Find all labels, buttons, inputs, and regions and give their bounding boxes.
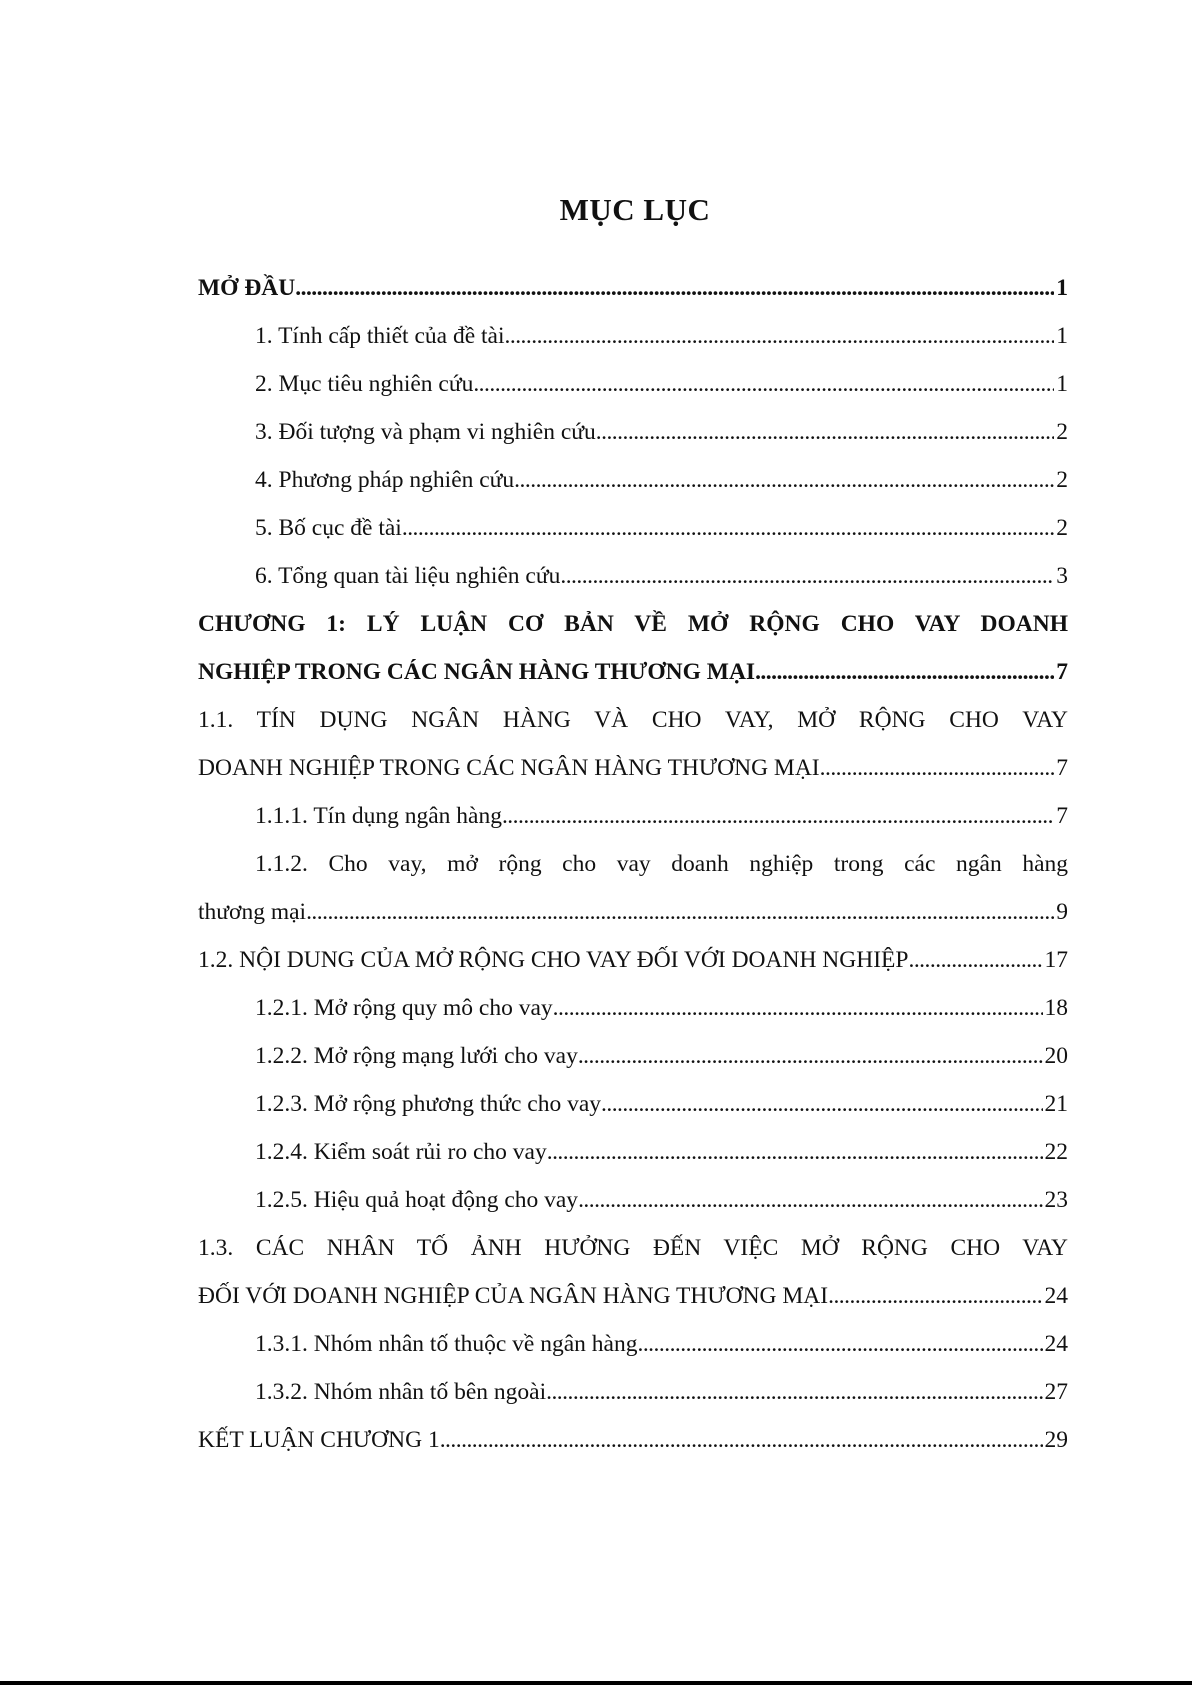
toc-page-number: 2 [1056, 419, 1068, 445]
toc-entry-label: 1.2.1. Mở rộng quy mô cho vay [255, 995, 553, 1021]
toc-page-number: 27 [1044, 1379, 1068, 1405]
toc-entry[interactable] [198, 648, 1068, 696]
toc-dot-leader [402, 504, 1054, 552]
toc-dot-leader [547, 1128, 1043, 1176]
toc-entry[interactable] [198, 792, 1068, 840]
toc-entry-label: KẾT LUẬN CHƯƠNG 1 [198, 1427, 440, 1453]
toc-entry[interactable] [198, 888, 1068, 936]
toc-entry-label: DOANH NGHIỆP TRONG CÁC NGÂN HÀNG THƯƠNG MẠI [198, 755, 820, 781]
toc-dot-leader [908, 936, 1042, 984]
toc-entry[interactable] [198, 1416, 1068, 1464]
toc-entry-label: thương mại [198, 899, 307, 925]
toc-page-number: 7 [1056, 659, 1068, 685]
toc-entry[interactable] [198, 504, 1068, 552]
toc-entry[interactable] [198, 936, 1068, 984]
toc-dot-leader [306, 888, 1054, 936]
toc-entry[interactable] [198, 1128, 1068, 1176]
toc-entry[interactable] [198, 1032, 1068, 1080]
toc-entry[interactable] [198, 1368, 1068, 1416]
toc-entry-label: 3. Đối tượng và phạm vi nghiên cứu [255, 419, 596, 445]
toc-entry[interactable] [198, 600, 1068, 648]
toc-entry[interactable] [198, 408, 1068, 456]
toc-page-number: 24 [1044, 1283, 1068, 1309]
page-bottom-edge [0, 1681, 1192, 1685]
toc-page-number: 18 [1044, 995, 1068, 1021]
toc-entry-label: 1.1.1. Tín dụng ngân hàng [255, 803, 502, 829]
toc-dot-leader [502, 792, 1054, 840]
toc-entry-label: 1.2.4. Kiểm soát rủi ro cho vay [255, 1139, 547, 1165]
toc-entry-label: 2. Mục tiêu nghiên cứu [255, 371, 474, 397]
toc-dot-leader [637, 1320, 1042, 1368]
toc-entry[interactable] [198, 1176, 1068, 1224]
toc-page-number: 17 [1044, 947, 1068, 973]
toc-page-number: 2 [1056, 515, 1068, 541]
toc-page-number: 20 [1044, 1043, 1068, 1069]
toc-page-number: 24 [1044, 1331, 1068, 1357]
toc-page-number: 22 [1044, 1139, 1068, 1165]
toc-entry[interactable] [198, 360, 1068, 408]
toc-dot-leader [546, 1368, 1042, 1416]
toc-entry[interactable] [198, 1080, 1068, 1128]
toc-entry-label: 6. Tổng quan tài liệu nghiên cứu [255, 563, 561, 589]
toc-entry-label: 5. Bố cục đề tài [255, 515, 402, 541]
toc-dot-leader [596, 408, 1055, 456]
toc-entry-label: 1.2.2. Mở rộng mạng lưới cho vay [255, 1043, 578, 1069]
toc-page-number: 23 [1044, 1187, 1068, 1213]
toc-entry-label: 1.1. TÍN DỤNG NGÂN HÀNG VÀ CHO VAY, MỞ RỘNG CHO VAY [198, 707, 1068, 733]
page-title: MỤC LỤC [559, 192, 711, 227]
toc-entry[interactable] [198, 840, 1068, 888]
toc-entry-label: MỞ ĐẦU [198, 275, 296, 301]
toc-page-number: 3 [1056, 563, 1068, 589]
toc-entry-label: 1.3.2. Nhóm nhân tố bên ngoài [255, 1379, 547, 1405]
toc-entry-label: ĐỐI VỚI DOANH NGHIỆP CỦA NGÂN HÀNG THƯƠNG MẠI [198, 1283, 829, 1309]
toc-entry-label: 1.2.3. Mở rộng phương thức cho vay [255, 1091, 601, 1117]
toc-entry-label: 1.2.5. Hiệu quả hoạt động cho vay [255, 1187, 579, 1213]
toc-dot-leader [578, 1032, 1043, 1080]
toc-entry[interactable] [198, 1272, 1068, 1320]
toc-dot-leader [295, 264, 1054, 312]
toc-entry-label: 1.3.1. Nhóm nhân tố thuộc về ngân hàng [255, 1331, 638, 1357]
toc-page-number: 1 [1056, 371, 1068, 397]
toc-page-number: 1 [1056, 323, 1068, 349]
toc-dot-leader [553, 984, 1043, 1032]
toc-page-number: 7 [1056, 803, 1068, 829]
toc-page-number: 2 [1056, 467, 1068, 493]
toc-dot-leader [828, 1272, 1042, 1320]
toc-entry-label: CHƯƠNG 1: LÝ LUẬN CƠ BẢN VỀ MỞ RỘNG CHO VAY DOANH [198, 611, 1068, 637]
toc-entry[interactable] [198, 264, 1068, 312]
toc-entry-label: 4. Phương pháp nghiên cứu [255, 467, 515, 493]
toc-dot-leader [578, 1176, 1042, 1224]
toc-entry-label: 1. Tính cấp thiết của đề tài [255, 323, 505, 349]
toc-entry[interactable] [198, 552, 1068, 600]
toc-dot-leader [514, 456, 1054, 504]
toc-entry[interactable] [198, 312, 1068, 360]
toc-page-number: 9 [1056, 899, 1068, 925]
toc-dot-leader [601, 1080, 1043, 1128]
toc-dot-leader [473, 360, 1054, 408]
toc-dot-leader [820, 744, 1055, 792]
toc-entry[interactable] [198, 456, 1068, 504]
toc-entry[interactable] [198, 1224, 1068, 1272]
toc-dot-leader [440, 1416, 1043, 1464]
toc-entry[interactable] [198, 744, 1068, 792]
toc-page-number: 29 [1044, 1427, 1068, 1453]
toc-entry-label: 1.2. NỘI DUNG CỦA MỞ RỘNG CHO VAY ĐỐI VỚI DOANH NGHIỆP [198, 947, 909, 973]
toc-entry-label: 1.3. CÁC NHÂN TỐ ẢNH HƯỞNG ĐẾN VIỆC MỞ RỘNG CHO VAY [198, 1235, 1068, 1261]
toc-dot-leader [755, 648, 1054, 696]
toc-dot-leader [560, 552, 1054, 600]
toc-entry[interactable] [198, 984, 1068, 1032]
toc-page-number: 1 [1056, 275, 1068, 301]
toc-dot-leader [505, 312, 1055, 360]
toc-entry[interactable] [198, 696, 1068, 744]
table-of-contents [198, 264, 1068, 1464]
toc-page-number: 7 [1056, 755, 1068, 781]
toc-page-number: 21 [1044, 1091, 1068, 1117]
toc-entry-label: 1.1.2. Cho vay, mở rộng cho vay doanh nghiệp trong các ngân hàng [255, 851, 1068, 877]
toc-entry-label: NGHIỆP TRONG CÁC NGÂN HÀNG THƯƠNG MẠI [198, 659, 756, 685]
toc-entry[interactable] [198, 1320, 1068, 1368]
